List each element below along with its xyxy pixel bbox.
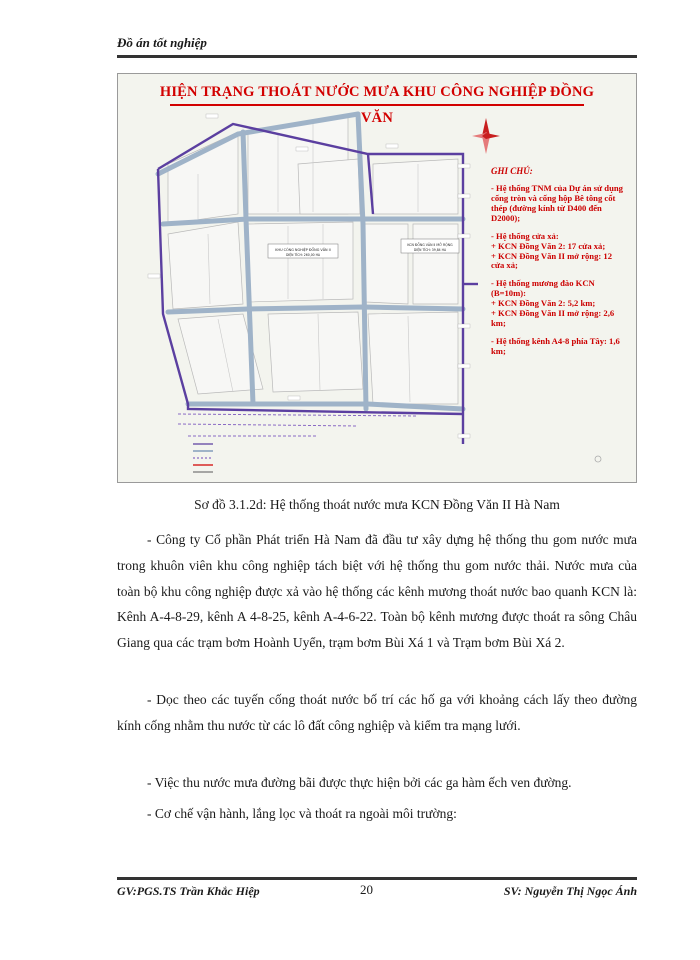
footer-rule [117,877,637,880]
legend-item: - Hệ thống TNM của Dự án sử dụng cống tròn và cống hộp Bê tông cốt thép (đường kính từ D400 đến D2000); [491,183,623,223]
figure-caption: Sơ đồ 3.1.2d: Hệ thống thoát nước mưa KCN Đồng Văn II Hà Nam [194,497,560,512]
document-header-title: Đồ án tốt nghiệp [117,35,207,50]
zone-area-2: DIỆN TÍCH: 39,84 HA [413,248,447,252]
body-paragraph: - Công ty Cổ phần Phát triển Hà Nam đã đầu tư xây dựng hệ thống thu gom nước mưa trong khuôn viên khu công nghiệp tách biệt với hệ thống thu gom nước thải. Nước mưa của toàn bộ khu công nghiệp được xả vào hệ thống các kênh mương thoát nước bao quanh KCN là: Kênh A-4-8-29, kênh A 4-8-25, kênh A-4-6-22. Toàn bộ kênh mương được thoát ra sông Châu Giang qua các trạm bơm Hoành Uyển, trạm bơm Bùi Xá 1 và Trạm bơm Bùi Xá 2. [117,532,637,651]
zone-label-1-box [268,244,338,258]
legend-item: + KCN Đồng Văn II mở rộng: 12 cửa xả; [491,250,612,271]
body-paragraph: - Cơ chế vận hành, lắng lọc và thoát ra ngoài môi trường: [147,806,457,821]
body-paragraph: - Việc thu nước mưa đường bãi được thực hiện bởi các ga hàm ếch ven đường. [147,775,572,790]
body-paragraph: - Dọc theo các tuyến cống thoát nước bố trí các hố ga với khoảng cách lấy theo đường kính cống nhằm thu nước từ các lô đất công nghiệp và kiểm tra mạng lưới. [117,692,637,733]
drainage-map-figure [117,73,637,483]
zone-label-2-box [401,239,459,253]
legend-item: + KCN Đồng Văn 2: 5,2 km; [491,298,596,309]
footer-student: SV: Nguyễn Thị Ngọc Ánh [503,884,637,898]
secondary-canals [178,414,418,436]
legend-item: + KCN Đồng Văn 2: 17 cửa xả; [491,240,606,251]
map-legend [491,166,626,356]
page-number: 20 [360,882,373,897]
zone-label-1: KHU CÔNG NGHIỆP ĐỒNG VĂN II [275,248,331,252]
footer-supervisor: GV:PGS.TS Trần Khắc Hiệp [117,884,260,898]
map-title-underline [170,104,584,106]
north-arrow-icon [472,118,500,154]
header-rule [117,55,637,58]
legend-item: + KCN Đồng Văn II mở rộng: 2,6 km; [491,307,615,328]
map-legend-swatches [193,444,213,472]
zone-area-1: DIỆN TÍCH: 260,00 HA [285,253,321,257]
map-title: HIỆN TRẠNG THOÁT NƯỚC MƯA KHU CÔNG NGHIỆP ĐỒNG VĂN [159,84,595,126]
zone-label-2: KCN ĐỒNG VĂN II MỞ RỘNG [407,243,453,247]
legend-item: - Hệ thống cửa xả: [491,230,559,241]
legend-title: GHI CHÚ: [491,166,533,176]
scale-marker-icon [595,456,601,462]
legend-item: - Hệ thống mương đào KCN (B=10m): [491,278,595,299]
legend-item: - Hệ thống kênh A4-8 phía Tây: 1,6 km; [491,335,620,356]
